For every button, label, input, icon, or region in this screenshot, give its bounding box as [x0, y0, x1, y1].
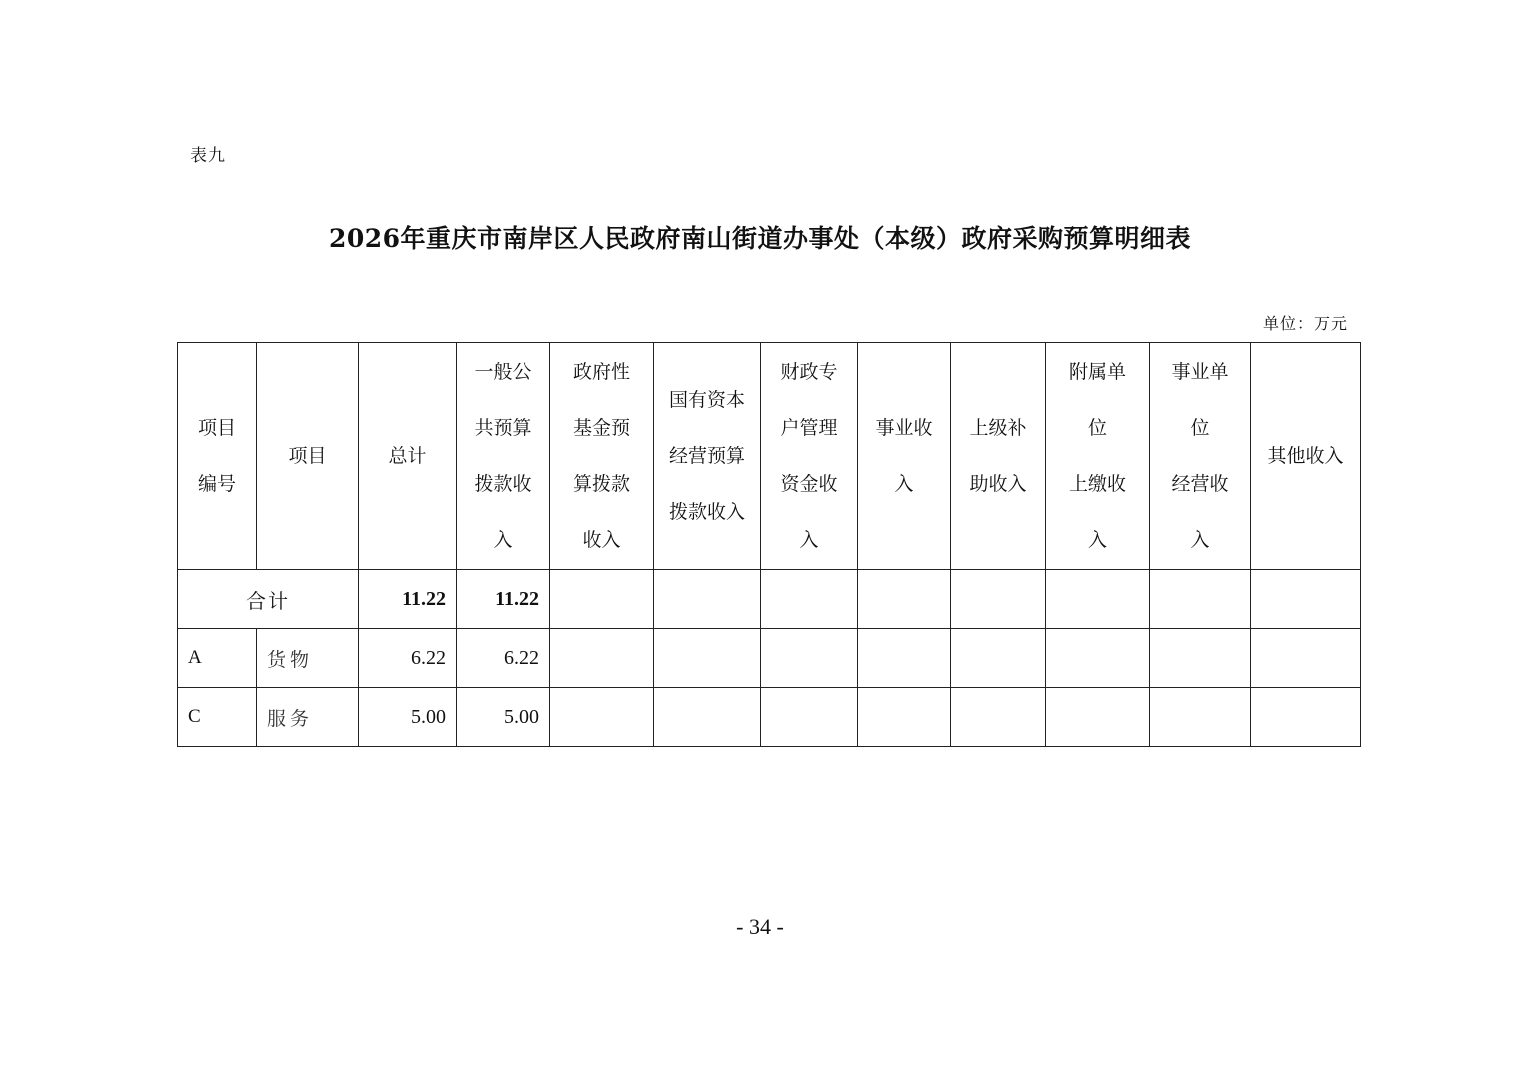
empty-cell [654, 688, 761, 747]
empty-cell [951, 629, 1046, 688]
empty-cell [761, 688, 858, 747]
empty-cell [654, 629, 761, 688]
empty-cell [761, 629, 858, 688]
document-title: 2026年重庆市南岸区人民政府南山街道办事处（本级）政府采购预算明细表 [328, 224, 1192, 253]
header-cell-other-income: 其他收入 [1251, 343, 1361, 570]
empty-cell [1150, 629, 1251, 688]
empty-cell [1150, 570, 1251, 629]
empty-cell [1046, 570, 1150, 629]
empty-cell [1046, 629, 1150, 688]
general-budget-cell: 5.00 [457, 688, 550, 747]
header-row [178, 343, 1361, 570]
empty-cell [858, 688, 951, 747]
header-cell-affiliated-unit: 附属单 位 上缴收 入 [1046, 343, 1150, 570]
empty-cell [1251, 570, 1361, 629]
empty-cell [550, 570, 654, 629]
header-cell-project: 项目 [257, 343, 359, 570]
empty-cell [1046, 688, 1150, 747]
table-row [178, 688, 1361, 747]
general-budget-cell: 11.22 [457, 570, 550, 629]
project-name-cell: 服务 [257, 688, 359, 747]
unit-label: 单位：万元 [1262, 314, 1348, 333]
empty-cell [761, 570, 858, 629]
empty-cell [550, 629, 654, 688]
empty-cell [1150, 688, 1251, 747]
header-cell-state-capital: 国有资本 经营预算 拨款收入 [654, 343, 761, 570]
header-cell-total: 总计 [359, 343, 457, 570]
empty-cell [1251, 688, 1361, 747]
header-cell-business-income: 事业收 入 [858, 343, 951, 570]
total-row [178, 570, 1361, 629]
empty-cell [550, 688, 654, 747]
project-code-cell: A [178, 629, 257, 688]
header-cell-project-code: 项目 编号 [178, 343, 257, 570]
empty-cell [951, 570, 1046, 629]
total-label: 合计 [178, 570, 359, 629]
page-number: - 34 - [736, 914, 784, 939]
empty-cell [1251, 629, 1361, 688]
project-code-cell: C [178, 688, 257, 747]
header-cell-general-budget: 一般公 共预算 拨款收 入 [457, 343, 550, 570]
procurement-budget-table [177, 342, 1361, 747]
table-label: 表九 [190, 146, 226, 166]
header-cell-gov-fund: 政府性 基金预 算拨款 收入 [550, 343, 654, 570]
total-cell: 5.00 [359, 688, 457, 747]
empty-cell [858, 629, 951, 688]
project-name-cell: 货物 [257, 629, 359, 688]
header-cell-institution-operating: 事业单 位 经营收 入 [1150, 343, 1251, 570]
table-row [178, 629, 1361, 688]
total-cell: 6.22 [359, 629, 457, 688]
empty-cell [858, 570, 951, 629]
empty-cell [951, 688, 1046, 747]
total-cell: 11.22 [359, 570, 457, 629]
empty-cell [654, 570, 761, 629]
general-budget-cell: 6.22 [457, 629, 550, 688]
header-cell-superior-subsidy: 上级补 助收入 [951, 343, 1046, 570]
header-cell-special-account: 财政专 户管理 资金收 入 [761, 343, 858, 570]
